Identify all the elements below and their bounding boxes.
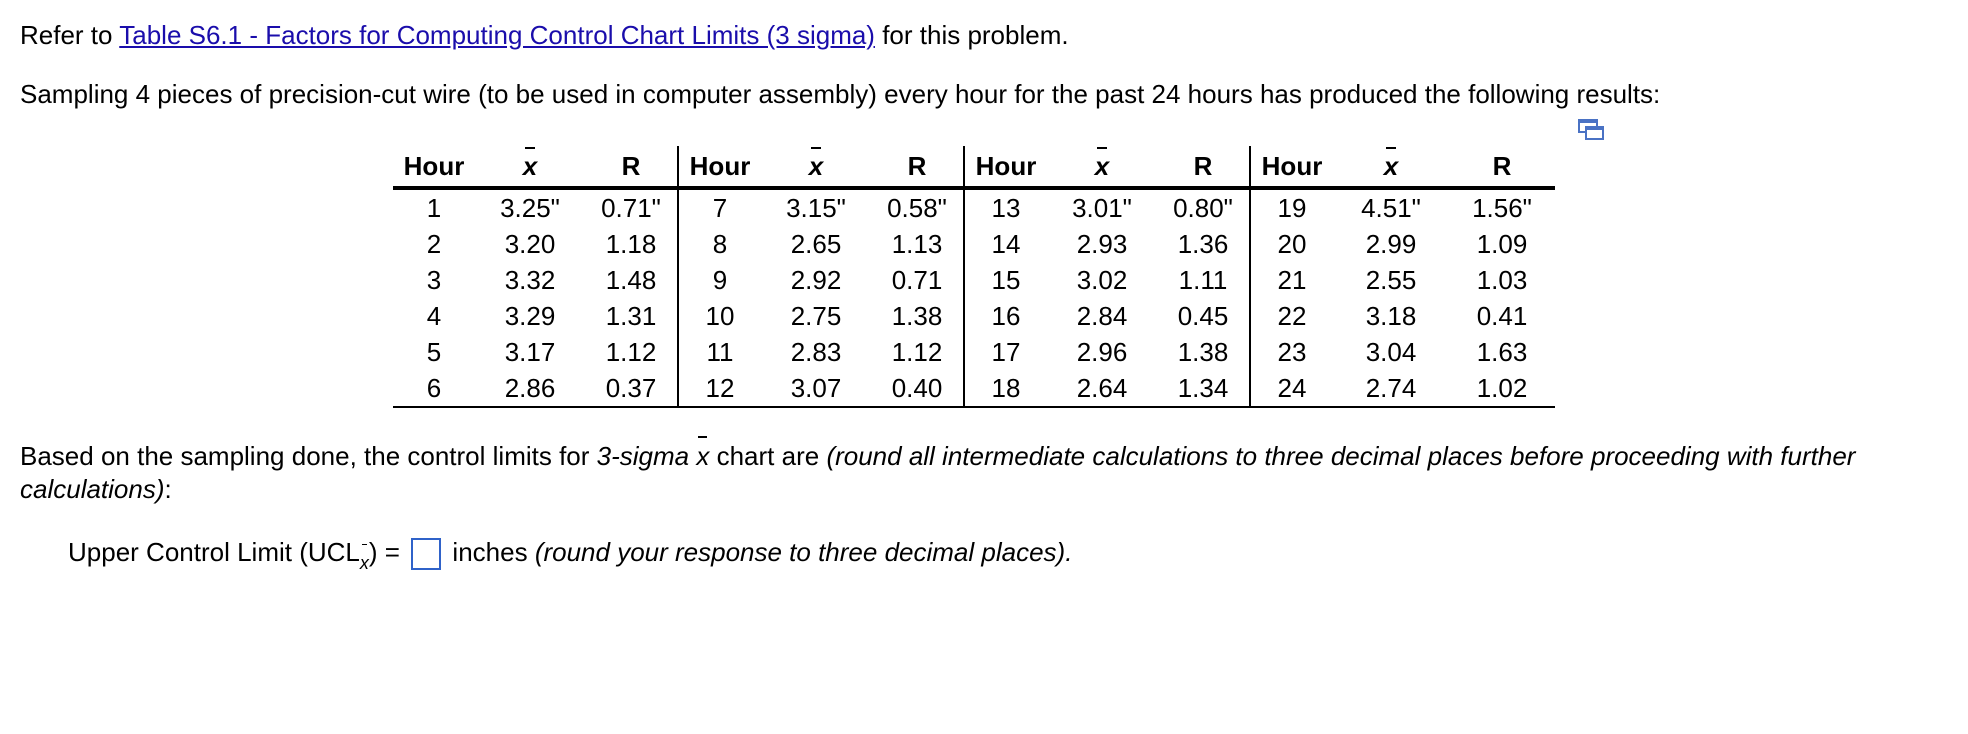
cell-xbar: 3.07 <box>761 370 871 407</box>
cell-xbar: 3.01" <box>1072 192 1132 223</box>
cell-xbar: 3.02 <box>1076 264 1128 295</box>
cell-xbar: 2.74 <box>1333 370 1449 407</box>
table-row <box>393 370 1555 407</box>
cell-hour: 6 <box>393 370 475 407</box>
table-row <box>393 334 1555 370</box>
cell-hour: 14 <box>964 226 1047 262</box>
cell-range: 1.02 <box>1449 370 1555 407</box>
cell-range: 0.40 <box>871 370 964 407</box>
table-row <box>393 188 1555 226</box>
question-text <box>20 440 1920 506</box>
cell-xbar: 2.83 <box>790 336 842 367</box>
cell-hour: 19 <box>1250 188 1333 226</box>
data-table <box>393 146 1555 408</box>
cell-hour: 22 <box>1250 298 1333 334</box>
cell-xbar: 2.84 <box>1076 300 1128 331</box>
cell-xbar: 2.92 <box>790 264 842 295</box>
cell-hour: 2 <box>426 228 442 259</box>
table-row <box>393 298 1555 334</box>
cell-hour: 21 <box>1250 262 1333 298</box>
cell-range: 0.71 <box>891 264 943 295</box>
cell-range: 0.45 <box>1177 300 1229 331</box>
cell-hour: 15 <box>964 262 1047 298</box>
cell-hour: 20 <box>1250 226 1333 262</box>
cell-hour: 17 <box>964 334 1047 370</box>
cell-hour: 13 <box>964 188 1047 226</box>
ucl-subscript <box>360 553 369 573</box>
xbar-symbol: x <box>522 150 538 181</box>
intro-suffix: for this problem. <box>874 20 1069 50</box>
intro-line <box>20 20 1069 51</box>
col-hour-header: Hour <box>678 146 761 188</box>
cell-hour: 12 <box>678 370 761 407</box>
cell-xbar: 3.18 <box>1365 300 1417 331</box>
col-xbar-header <box>1047 146 1157 188</box>
cell-range: 1.09 <box>1476 228 1528 259</box>
col-xbar-header <box>1333 146 1449 188</box>
intro-prefix: Refer to <box>20 20 120 50</box>
cell-range: 1.12 <box>891 336 943 367</box>
ucl-note: (round your response to three decimal places). <box>534 537 1073 567</box>
cell-xbar: 4.51" <box>1361 192 1421 223</box>
cell-hour: 7 <box>678 188 761 226</box>
cell-xbar: 3.20 <box>504 228 556 259</box>
ucl-close: ) = <box>368 537 400 567</box>
cell-range: 1.18 <box>605 228 657 259</box>
cell-range: 1.38 <box>1177 336 1229 367</box>
cell-hour: 4 <box>426 300 442 331</box>
cell-hour: 24 <box>1250 370 1333 407</box>
cell-xbar: 2.64 <box>1047 370 1157 407</box>
col-r-header: R <box>871 146 964 188</box>
cell-hour: 1 <box>426 192 442 223</box>
cell-xbar: 3.17 <box>504 336 556 367</box>
xbar-symbol: x <box>1383 150 1399 181</box>
ucl-answer-input[interactable] <box>411 538 441 570</box>
cell-range: 0.58" <box>887 192 947 223</box>
cell-xbar: 3.32 <box>504 264 556 295</box>
col-r-header: R <box>585 146 678 188</box>
cell-hour: 18 <box>964 370 1047 407</box>
cell-hour: 3 <box>426 264 442 295</box>
cell-range: 0.41 <box>1476 300 1528 331</box>
colon: : <box>164 474 172 504</box>
cell-range: 1.63 <box>1476 336 1528 367</box>
col-hour-header: Hour <box>1250 146 1333 188</box>
sigma-text: 3-sigma <box>596 441 690 471</box>
table-body <box>393 188 1555 407</box>
col-xbar-header <box>475 146 585 188</box>
cell-range: 0.37 <box>585 370 678 407</box>
sampling-description: Sampling 4 pieces of precision-cut wire (to be used in computer assembly) every hour for the past 24 hours has produced the following results: <box>20 79 1661 109</box>
ucl-row <box>68 535 1072 572</box>
cell-range: 0.71" <box>601 192 661 223</box>
table-row <box>393 262 1555 298</box>
col-r-header: R <box>1157 146 1250 188</box>
cell-range: 0.80" <box>1173 192 1233 223</box>
cell-range: 1.13 <box>891 228 943 259</box>
cell-xbar: 2.99 <box>1365 228 1417 259</box>
ucl-label: Upper Control Limit (UCL <box>68 537 360 567</box>
cell-xbar: 2.96 <box>1076 336 1128 367</box>
table-header-row <box>393 146 1555 188</box>
xbar-symbol: x <box>1094 150 1110 181</box>
col-xbar-header <box>761 146 871 188</box>
cell-hour: 8 <box>678 226 761 262</box>
cell-xbar: 2.55 <box>1365 264 1417 295</box>
cell-hour: 16 <box>964 298 1047 334</box>
col-r-header: R <box>1449 146 1555 188</box>
cell-range: 1.36 <box>1177 228 1229 259</box>
table-s6-1-link[interactable]: Table S6.1 - Factors for Computing Control Chart Limits (3 sigma) <box>119 20 875 50</box>
cell-range: 1.48 <box>605 264 657 295</box>
cell-range: 1.11 <box>1178 264 1228 295</box>
xbar-symbol: x <box>696 441 710 471</box>
col-hour-header: Hour <box>393 146 475 188</box>
cell-hour: 11 <box>678 334 761 370</box>
popup-window-icon[interactable] <box>1578 119 1604 141</box>
col-hour-header: Hour <box>964 146 1047 188</box>
cell-xbar: 3.04 <box>1365 336 1417 367</box>
cell-hour: 10 <box>678 298 761 334</box>
chart-are-text: chart are <box>709 441 827 471</box>
question-prefix: Based on the sampling done, the control limits for <box>20 441 597 471</box>
rounding-instruction: (round all intermediate calculations to three decimal places before proceeding with further calculations) <box>20 441 1856 504</box>
cell-range: 1.56" <box>1472 192 1532 223</box>
xbar-symbol: x <box>808 150 824 181</box>
cell-range: 1.38 <box>891 300 943 331</box>
cell-xbar: 3.15" <box>786 192 846 223</box>
cell-xbar: 2.65 <box>790 228 842 259</box>
cell-xbar: 3.29 <box>504 300 556 331</box>
cell-range: 1.34 <box>1157 370 1250 407</box>
ucl-unit: inches <box>452 537 528 567</box>
cell-xbar: 2.75 <box>790 300 842 331</box>
table-row <box>393 226 1555 262</box>
cell-hour: 23 <box>1250 334 1333 370</box>
cell-xbar: 3.25" <box>500 192 560 223</box>
cell-xbar: 2.86 <box>475 370 585 407</box>
cell-range: 1.31 <box>605 300 657 331</box>
cell-hour: 9 <box>678 262 761 298</box>
xbar-symbol: x <box>360 546 369 580</box>
cell-hour: 5 <box>426 336 442 367</box>
cell-range: 1.03 <box>1476 264 1528 295</box>
cell-xbar: 2.93 <box>1076 228 1128 259</box>
cell-range: 1.12 <box>605 336 657 367</box>
